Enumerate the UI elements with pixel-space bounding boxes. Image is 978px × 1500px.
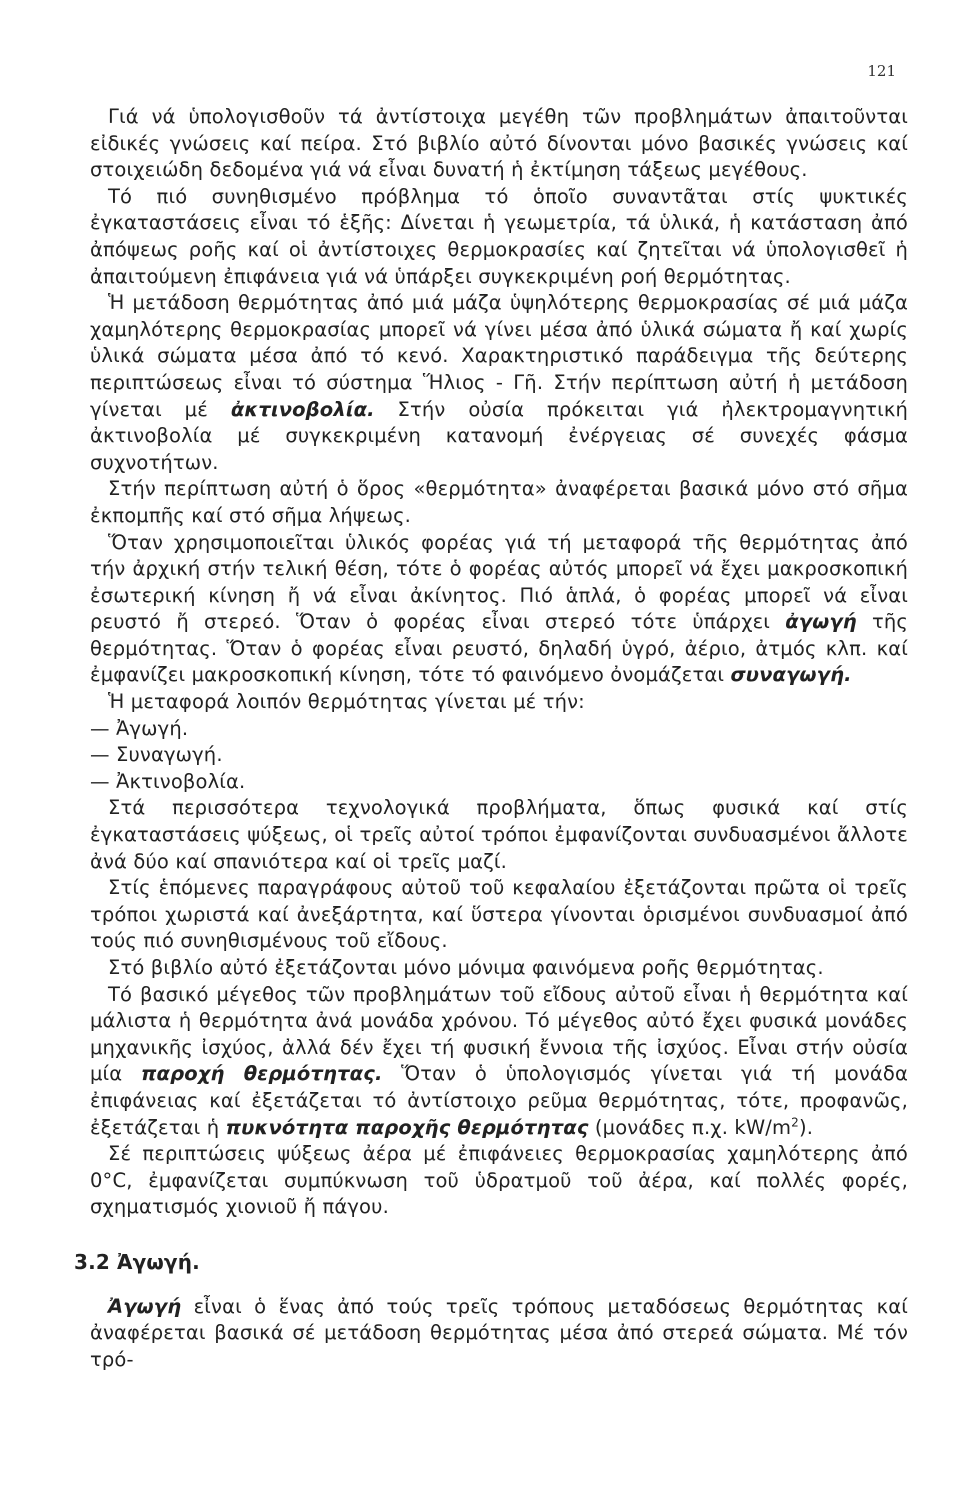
list-item xyxy=(90,769,908,796)
paragraph-12-text: εἶναι ὁ ἕνας ἀπό τούς τρεῖς τρόπους μεταδόσεως θερμότητας καί ἀναφέρεται βασικά σέ μετάδοση θερμότητας μέσα ἀπό στερεά σώματα. Μέ τόν τρό- xyxy=(90,1294,908,1371)
paragraph-10 xyxy=(90,982,908,1142)
term-heat-flow: παροχή θερμότητας. xyxy=(140,1062,383,1086)
paragraph-12 xyxy=(90,1294,908,1374)
section-heading: 3.2 Ἀγωγή. xyxy=(74,1249,200,1274)
paragraph-10-text-b: Ὅταν ὁ ὑπολογισμός γίνεται γιά τή μονάδα ἐπιφάνειας καί ἐξετάζεται τό ἀντίστοιχο ρεῦμα θερμότητας, τότε, προφανῶς, ἐξετάζεται ἡ xyxy=(90,1062,908,1139)
paragraph-10-text-c: (μονάδες π.χ. kW/m xyxy=(588,1115,792,1139)
page-number: 121 xyxy=(867,62,896,80)
paragraph-1: Γιά νά ὑπολογισθοῦν τά ἀντίστοιχα μεγέθη τῶν προβλημάτων ἀπαιτοῦνται εἰδικές γνώσεις καί πείρα. Στό βιβλίο αὐτό δίνονται μόνο βασικές γνώσεις καί στοιχειώδη δεδομένα γιά νά εἶναι δυνατή ἡ ἐκτίμηση τάξεως μεγέθους. xyxy=(90,105,908,182)
paragraph-5 xyxy=(90,530,908,690)
term-convection: συναγωγή. xyxy=(730,663,852,687)
dash-marker: — xyxy=(90,769,110,793)
heat-transfer-modes-list xyxy=(90,716,908,796)
list-item-label: Ἀκτινοβολία. xyxy=(116,769,246,793)
paragraph-8: Στίς ἑπόμενες παραγράφους αὐτοῦ τοῦ κεφαλαίου ἐξετάζονται πρῶτα οἱ τρεῖς τρόποι χωριστά καί ἀνεξάρτητα, καί ὕστερα γίνονται ὁρισμένοι συνδυασμοί ἀπό τούς πιό συνηθισμένους τοῦ εἴδους. xyxy=(90,876,908,953)
dash-marker: — xyxy=(90,743,110,767)
paragraph-5-text-a: Ὅταν χρησιμοποιεῖται ὑλικός φορέας γιά τή μεταφορά τῆς θερμότητας ἀπό τήν ἀρχική στήν τελική θέση, τότε ὁ φορέας αὐτός μπορεῖ νά ἔχει μακροσκοπική ἐσωτερική κίνηση ἤ νά εἶναι ἀκίνητος. Πιό ἁπλά, ὁ φορέας μπορεῖ νά εἶναι ρευστό ἤ στερεό. Ὅταν ὁ φορέας εἶναι στερεό τότε ὑπάρχει xyxy=(90,530,908,634)
paragraph-3 xyxy=(90,290,908,476)
term-conduction: ἀγωγή xyxy=(785,610,857,634)
paragraph-4: Στήν περίπτωση αὐτή ὁ ὅρος «θερμότητα» ἀναφέρεται βασικά μόνο στό σῆμα ἐκπομπῆς καί στό σῆμα λήψεως. xyxy=(90,477,908,527)
paragraph-2: Τό πιό συνηθισμένο πρόβλημα τό ὁποῖο συναντᾶται στίς ψυκτικές ἐγκαταστάσεις εἶναι τό ἑξῆς: Δίνεται ἡ γεωμετρία, τά ὑλικά, ἡ κατάσταση ἀπό ἀπόψεως ροῆς καί οἱ ἀντίστοιχες θερμοκρασίες καί ζητεῖται νά ὑπολογισθεῖ ἡ ἀπαιτούμενη ἐπιφάνεια γιά νά ὑπάρξει συγκεκριμένη ροή θερμότητας. xyxy=(90,184,908,288)
paragraph-10-text-d: ). xyxy=(798,1115,814,1139)
list-item xyxy=(90,742,908,769)
term-radiation: ἀκτινοβολία. xyxy=(230,397,375,421)
paragraph-3-text-a: Ἡ μετάδοση θερμότητας ἀπό μιά μάζα ὑψηλότερης θερμοκρασίας σέ μιά μάζα χαμηλότερης θερμοκρασίας μπορεῖ νά γίνει μέσα ἀπό ὑλικά σώματα ἤ καί χωρίς ὑλικά σώματα μέσα ἀπό τό κενό. Χαρακτηριστικό παράδειγμα τῆς δεύτερης περιπτώσεως εἶναι τό σύστημα Ἥλιος - Γῆ. Στήν περίπτωση αὐτή ἡ μετάδοση γίνεται μέ xyxy=(90,291,908,421)
paragraph-11: Σέ περιπτώσεις ψύξεως ἀέρα μέ ἐπιφάνειες θερμοκρασίας χαμηλότερης ἀπό 0°C, ἐμφανίζεται συμπύκνωση τοῦ ὑδρατμοῦ τοῦ ἀέρα, καί πολλές φορές, σχηματισμός χιονιοῦ ἤ πάγου. xyxy=(90,1142,908,1219)
paragraph-10-text-a: Τό βασικό μέγεθος τῶν προβλημάτων τοῦ εἴδους αὐτοῦ εἶναι ἡ θερμότητα καί μάλιστα ἡ θερμότητα ἀνά μονάδα χρόνου. Τό μέγεθος αὐτό ἔχει φυσικά μονάδες μηχανικῆς ἰσχύος, ἀλλά δέν ἔχει τή φυσική ἔννοια τῆς ἰσχύος. Εἶναι στήν οὐσία μία xyxy=(90,982,908,1086)
paragraph-3-text-b: Στήν οὐσία πρόκειται γιά ἠλεκτρομαγνητική ἀκτινοβολία μέ συγκεκριμένη κατανομή ἐνέργειας σέ συνεχές φάσμα συχνοτήτων. xyxy=(90,397,909,474)
paragraph-7: Στά περισσότερα τεχνολογικά προβλήματα, ὅπως φυσικά καί στίς ἐγκαταστάσεις ψύξεως, οἱ τρεῖς αὐτοί τρόποι ἐμφανίζονται συνδυασμένοι ἄλλοτε ἀνά δύο καί σπανιότερα καί οἱ τρεῖς μαζί. xyxy=(90,796,908,873)
dash-marker: — xyxy=(90,716,110,740)
list-item-label: Συναγωγή. xyxy=(116,743,223,767)
page-body xyxy=(74,104,909,1373)
list-item-label: Ἀγωγή. xyxy=(116,716,189,740)
term-heat-flux-density: πυκνότητα παροχῆς θερμότητας xyxy=(225,1115,589,1139)
term-conduction-heading: Ἀγωγή xyxy=(108,1294,182,1318)
paragraph-5-text-b: τῆς θερμότητας. Ὅταν ὁ φορέας εἶναι ρευστό, δηλαδή ὑγρό, ἀέριο, ἀτμός κλπ. καί ἐμφανίζει μακροσκοπική κίνηση, τότε τό φαινόμενο ὀνομάζεται xyxy=(90,610,908,687)
unit-exponent: 2 xyxy=(791,1115,799,1130)
list-item xyxy=(90,716,908,743)
paragraph-9: Στό βιβλίο αὐτό ἐξετάζονται μόνο μόνιμα φαινόμενα ροῆς θερμότητας. xyxy=(108,956,824,979)
paragraph-6: Ἡ μεταφορά λοιπόν θερμότητας γίνεται μέ τήν: xyxy=(108,690,585,714)
